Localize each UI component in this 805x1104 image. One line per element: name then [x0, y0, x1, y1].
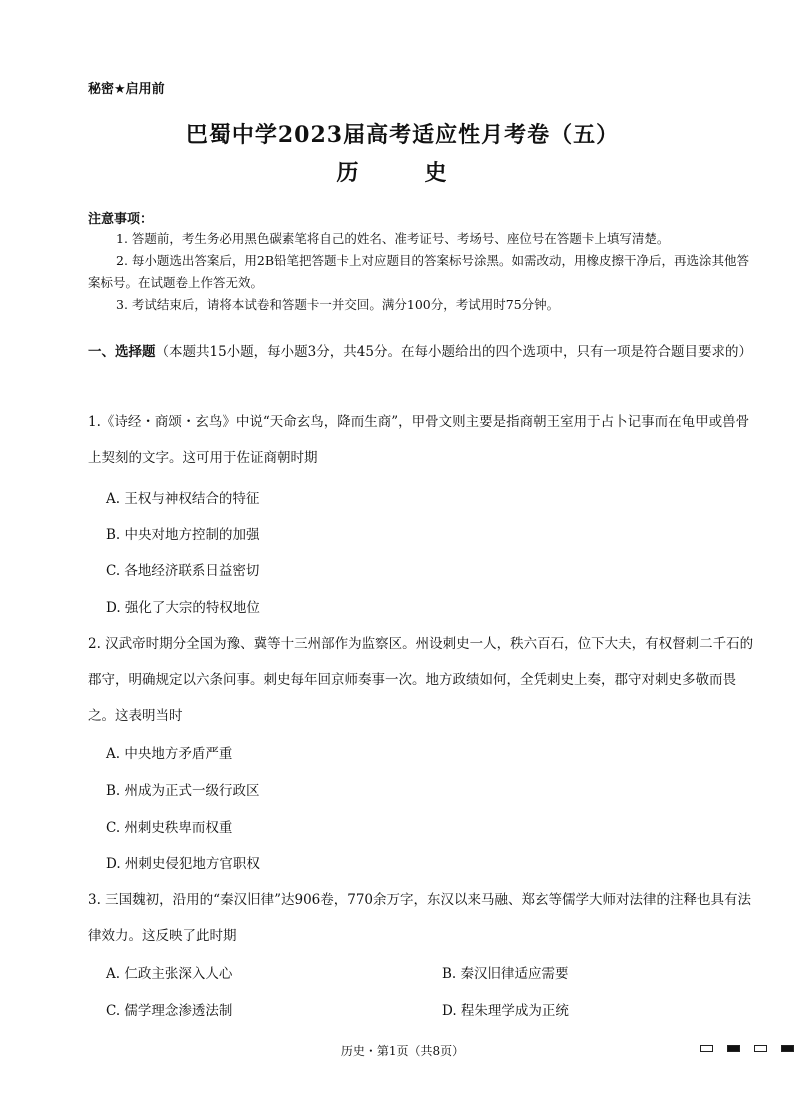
- filled-mark: [781, 1045, 794, 1052]
- page-marks: [700, 1045, 794, 1052]
- section-intro: [88, 334, 758, 370]
- question-2-option-a: A. 中央地方矛盾严重: [106, 746, 233, 762]
- question-1-option-c: C. 各地经济联系日益密切: [106, 563, 260, 579]
- question-3-option-c: C. 儒学理念渗透法制: [106, 1003, 233, 1019]
- question-stem-text: 1.《诗经・商颂・玄鸟》中说“天命玄鸟，降而生商”，甲骨文则主要是指商朝王室用于占卜记事而在龟甲或兽骨上契刻的文字。这可用于佐证商朝时期: [88, 414, 750, 466]
- question-3-option-b: B. 秦汉旧律适应需要: [442, 966, 569, 982]
- filled-mark: [727, 1045, 740, 1052]
- notice-item: 1. 答题前，考生务必用黑色碳素笔将自己的姓名、准考证号、考场号、座位号在答题卡上填写清楚。: [116, 231, 670, 246]
- question-1-stem: [88, 404, 758, 476]
- confidential-label: 秘密★启用前: [88, 82, 165, 97]
- notice-item: 3. 考试结束后，请将本试卷和答题卡一并交回。满分100分，考试用时75分钟。: [116, 297, 560, 312]
- question-1-option-d: D. 强化了大宗的特权地位: [106, 600, 260, 616]
- question-1-option-b: B. 中央对地方控制的加强: [106, 527, 260, 543]
- question-3-option-a: A. 仁政主张深入人心: [106, 966, 233, 982]
- section-heading: 一、选择题: [88, 344, 156, 360]
- question-1-option-a: A. 王权与神权结合的特征: [106, 491, 260, 507]
- question-2-option-b: B. 州成为正式一级行政区: [106, 783, 260, 799]
- empty-mark: [700, 1045, 713, 1052]
- page-footer: 历史・第1页（共8页）: [340, 1044, 465, 1058]
- notice-item: 2. 每小题选出答案后，用2B铅笔把答题卡上对应题目的答案标号涂黑。如需改动，用橡皮擦干净后，再选涂其他答案标号。在试题卷上作答无效。: [88, 253, 750, 290]
- notice-heading: 注意事项：: [88, 212, 154, 227]
- question-3-option-d: D. 程朱理学成为正统: [442, 1003, 569, 1019]
- question-3-stem: 3. 三国魏初，沿用的“秦汉旧律”达906卷，770余万字，东汉以来马融、郑玄等儒学大师对法律的注释也具有法律效力。这反映了此时期: [88, 892, 752, 944]
- question-2-option-c: C. 州刺史秩卑而权重: [106, 820, 233, 836]
- section-description: （本题共15小题，每小题3分，共45分。在每小题给出的四个选项中，只有一项是符合题目要求的）: [155, 344, 752, 360]
- question-2-stem: 2. 汉武帝时期分全国为豫、冀等十三州部作为监察区。州设刺史一人，秩六百石，位下大夫，有权督刺二千石的郡守，明确规定以六条问事。刺史每年回京师奏事一次。地方政绩如何，全凭刺史上奏，郡守对刺史多敬而畏之。这表明当时: [88, 636, 754, 724]
- subject-title: 历 史: [336, 160, 469, 186]
- empty-mark: [754, 1045, 767, 1052]
- exam-title: 巴蜀中学2023届高考适应性月考卷（五）: [185, 122, 620, 148]
- question-2-option-d: D. 州刺史侵犯地方官职权: [106, 856, 260, 872]
